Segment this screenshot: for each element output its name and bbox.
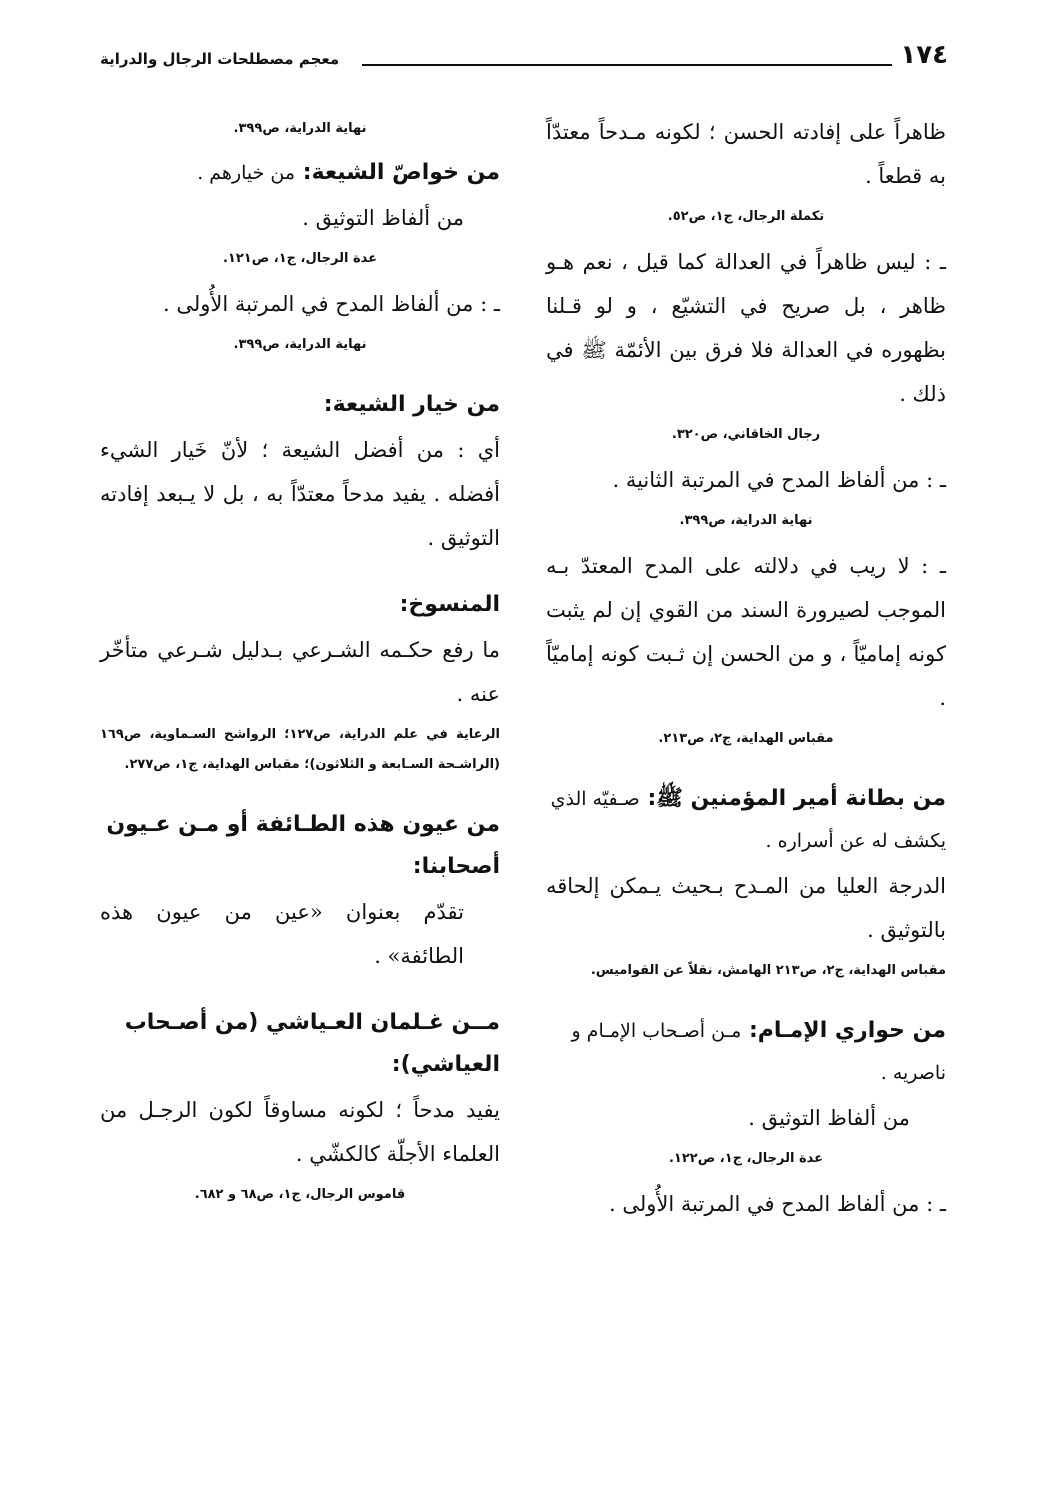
running-title: معجم مصطلحات الرجال والدراية [100, 50, 340, 68]
page-number: ١٧٤ [900, 40, 948, 70]
citation: نهاية الدراية، ص٣٩٩. [233, 121, 367, 136]
entry-text: ظاهراً على إفادته الحسن ؛ لكونه مـدحاً معتدّاً به قطعاً . [546, 120, 946, 188]
entry-heading: من حواري الإمـام: مـن أصـحاب الإمـام و ناصريه . [571, 1018, 946, 1084]
citation: الرعاية في علم الدراية، ص١٢٧؛ الرواشح السـماوية، ص١٦٩ (الراشـحة السـابعة و الثلاثون)؛ مقباس الهداية، ج١، ص٢٧٧. [100, 727, 500, 772]
entry-text: أي : من أفضل الشيعة ؛ لأنّ خَيار الشيء أفضله . يفيد مدحاً معتدّاً به ، بل لا يـبعد إفادته التوثيق . [100, 438, 500, 550]
left-column [100, 110, 500, 1218]
entry-text: الدرجة العليا من المـدح بـحيث يـمكن إلحاقه بالتوثيق . [546, 874, 946, 942]
citation: مقباس الهداية، ج٢، ص٢١٣. [658, 731, 834, 746]
entry-heading: من عيون هذه الطـائفة أو مـن عـيون أصحابنا: [106, 812, 500, 879]
entry-heading: مــن غـلمان العـياشي (من أصـحاب العياشي): [124, 1010, 500, 1077]
entry-text: ـ : من ألفاظ المدح في المرتبة الأُولى . [163, 292, 500, 316]
page-header [100, 36, 948, 76]
entry-text: ما رفع حكـمه الشـرعي بـدليل شـرعي متأخّر عنه . [100, 638, 500, 706]
entry-heading: من خيار الشيعة: [323, 392, 500, 417]
citation: عدة الرجال، ج١، ص١٢٢. [668, 1151, 824, 1166]
entry-heading: من بطانة أمير المؤمنين ﷺ: صـفيّه الذي يكشف له عن أسراره . [550, 786, 946, 852]
citation: نهاية الدراية، ص٣٩٩. [233, 337, 367, 352]
entry-heading: من خواصّ الشيعة: من خيارهم . [197, 160, 500, 185]
citation: عدة الرجال، ج١، ص١٢١. [222, 251, 378, 266]
entry-text: من ألفاظ التوثيق . [302, 206, 464, 230]
entry-text: تقدّم بعنوان «عين من عيون هذه الطائفة» . [100, 900, 464, 968]
entry-text: ـ : من ألفاظ المدح في المرتبة الثانية . [612, 468, 946, 492]
citation: رجال الخاقاني، ص٣٢٠. [671, 427, 821, 442]
right-column [546, 110, 946, 1226]
citation: مقباس الهداية، ج٢، ص٢١٣ الهامش، نقلاً عن القواميس. [590, 963, 946, 978]
entry-text: ـ : ليس ظاهراً في العدالة كما قيل ، نعم هـو ظاهر ، بل صريح في التشيّع ، و لو قـلنا بظهوره في العدالة فلا فرق بين الأئمّة ﷺ في ذلك . [546, 250, 946, 406]
entry-text: ـ : لا ريب في دلالته على المدح المعتدّ بـه الموجب لصيرورة السند من القوي إن لم يثبت كونه إماميّاً ، و من الحسن إن ثـبت كونه إماميّاً . [546, 554, 946, 710]
citation: قاموس الرجال، ج١، ص٦٨ و ٦٨٢. [194, 1187, 406, 1202]
entry-text: من ألفاظ التوثيق . [748, 1106, 910, 1130]
citation: نهاية الدراية، ص٣٩٩. [679, 513, 813, 528]
header-rule [362, 64, 892, 66]
entry-text: يفيد مدحاً ؛ لكونه مساوقاً لكون الرجـل من العلماء الأجلّة كالكشّي . [100, 1098, 500, 1166]
citation: تكملة الرجال، ج١، ص٥٢. [667, 209, 825, 224]
entry-text: ـ : من ألفاظ المدح في المرتبة الأُولى . [609, 1192, 946, 1216]
entry-heading: المنسوخ: [399, 592, 500, 617]
